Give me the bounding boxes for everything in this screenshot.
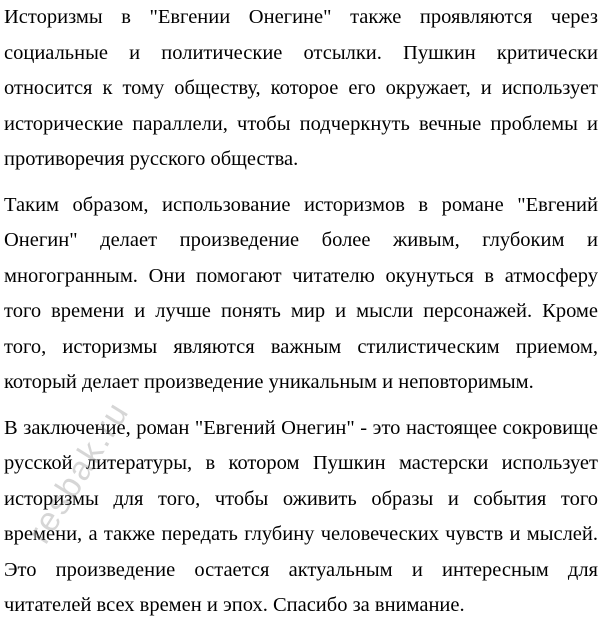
paragraph-social-political-references: Историзмы в "Евгении Онегине" также проявляются через социальные и политические отсылки. Пушкин критически относится к тому обществу, которое его окружает, и использует исторические параллели, чтобы подчеркнуть вечные проблемы и противоречия русского общества. bbox=[4, 6, 598, 170]
document-page bbox=[4, 0, 598, 631]
paragraph-final-conclusion: В заключение, роман "Евгений Онегин" - это настоящее сокровище русской литературы, в котором Пушкин мастерски использует историзмы для того, чтобы оживить образы и события того времени, а также передать глубину человеческих чувств и мыслей. Это произведение остается актуальным и интересным для читателей всех времен и эпох. Спасибо за внимание. bbox=[4, 416, 598, 616]
paragraph-conclusion-effect: Таким образом, использование историзмов в романе "Евгений Онегин" делает произведение более живым, глубоким и многогранным. Они помогают читателю окунуться в атмосферу того времени и лучше понять мир и мысли персонажей. Кроме того, историзмы являются важным стилистическим приемом, который делает произведение уникальным и неповторимым. bbox=[4, 193, 598, 393]
site-watermark: resbak.ru bbox=[20, 394, 137, 551]
